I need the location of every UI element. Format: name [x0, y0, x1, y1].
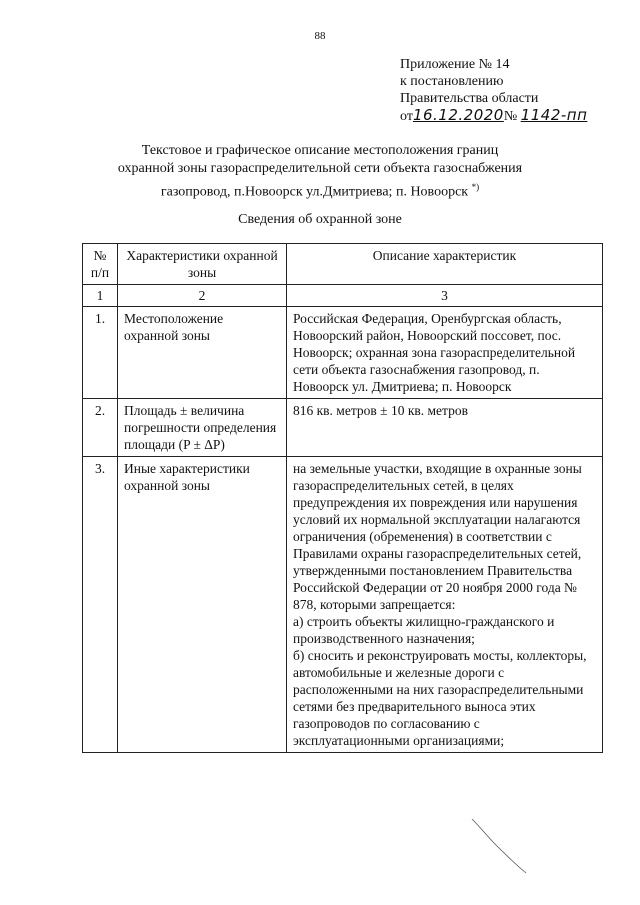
handwritten-date: 16.12.2020	[412, 106, 504, 124]
title-line-2: охранной зоны газораспределительной сети объекта газоснабжения	[117, 161, 523, 176]
row-description: Российская Федерация, Оренбургская область, Новоорский район, Новоорский поссовет, пос. Новоорск; охранная зона газораспределительной сети объекта газоснабжения газопровод, п. Новоорск ул. Дмитриева; п. Новоорск	[287, 307, 603, 399]
section-subtitle: Сведения об охранной зоне	[238, 212, 402, 227]
footnote-mark: *)	[471, 182, 480, 192]
header-col-number: № п/п	[83, 244, 118, 285]
col-number-2: 2	[118, 285, 287, 307]
table-row	[83, 457, 603, 753]
row-characteristic: Местоположение охранной зоны	[118, 307, 287, 399]
title-line-3: газопровод, п.Новоорск ул.Дмитриева; п. Новоорск *)	[160, 182, 480, 200]
appendix-date-line	[400, 107, 587, 125]
column-number-row	[83, 285, 603, 307]
date-prefix: от	[400, 109, 413, 124]
row-number: 3.	[83, 457, 118, 753]
page-number: 88	[314, 30, 326, 42]
appendix-line-1: Приложение № 14	[400, 57, 510, 72]
number-prefix: №	[503, 109, 518, 124]
restrictions-intro: на земельные участки, входящие в охранные зоны газораспределительных сетей, в целях предупреждения их повреждения или нарушения условий их нормальной эксплуатации налагаются ограничения (обременения) в соответствии с Правилами охраны газораспределительных сетей, утвержденными постановлением Правительства Российской Федерации от 20 ноября 2000 года № 878, которыми запрещается:	[293, 461, 582, 612]
pen-mark-icon	[470, 815, 530, 875]
col-number-3: 3	[287, 285, 603, 307]
row-description: 816 кв. метров ± 10 кв. метров	[287, 399, 603, 457]
appendix-header	[400, 56, 587, 125]
appendix-line-2: к постановлению	[400, 74, 504, 89]
document-title	[90, 142, 550, 202]
table-row	[83, 307, 603, 399]
header-col-characteristic: Характеристики охранной зоны	[118, 244, 287, 285]
table-row	[83, 399, 603, 457]
zone-info-table	[82, 243, 603, 753]
restriction-item-b: б) сносить и реконструировать мосты, коллекторы, автомобильные и железные дороги с расположенными на них газораспределительными сетями без предварительного выноса этих газопроводов по согласованию с эксплуатационными организациями;	[293, 648, 587, 748]
restriction-item-a: а) строить объекты жилищно-гражданского и производственного назначения;	[293, 614, 555, 646]
col-number-1: 1	[83, 285, 118, 307]
title-line-1: Текстовое и графическое описание местоположения границ	[141, 143, 499, 158]
row-description	[287, 457, 603, 753]
row-number: 2.	[83, 399, 118, 457]
row-characteristic: Иные характеристики охранной зоны	[118, 457, 287, 753]
appendix-line-3: Правительства области	[400, 91, 539, 106]
row-characteristic: Площадь ± величина погрешности определения площади (P ± ΔP)	[118, 399, 287, 457]
handwritten-number: 1142-пп	[520, 106, 588, 124]
row-number: 1.	[83, 307, 118, 399]
header-col-description: Описание характеристик	[287, 244, 603, 285]
table-header-row	[83, 244, 603, 285]
